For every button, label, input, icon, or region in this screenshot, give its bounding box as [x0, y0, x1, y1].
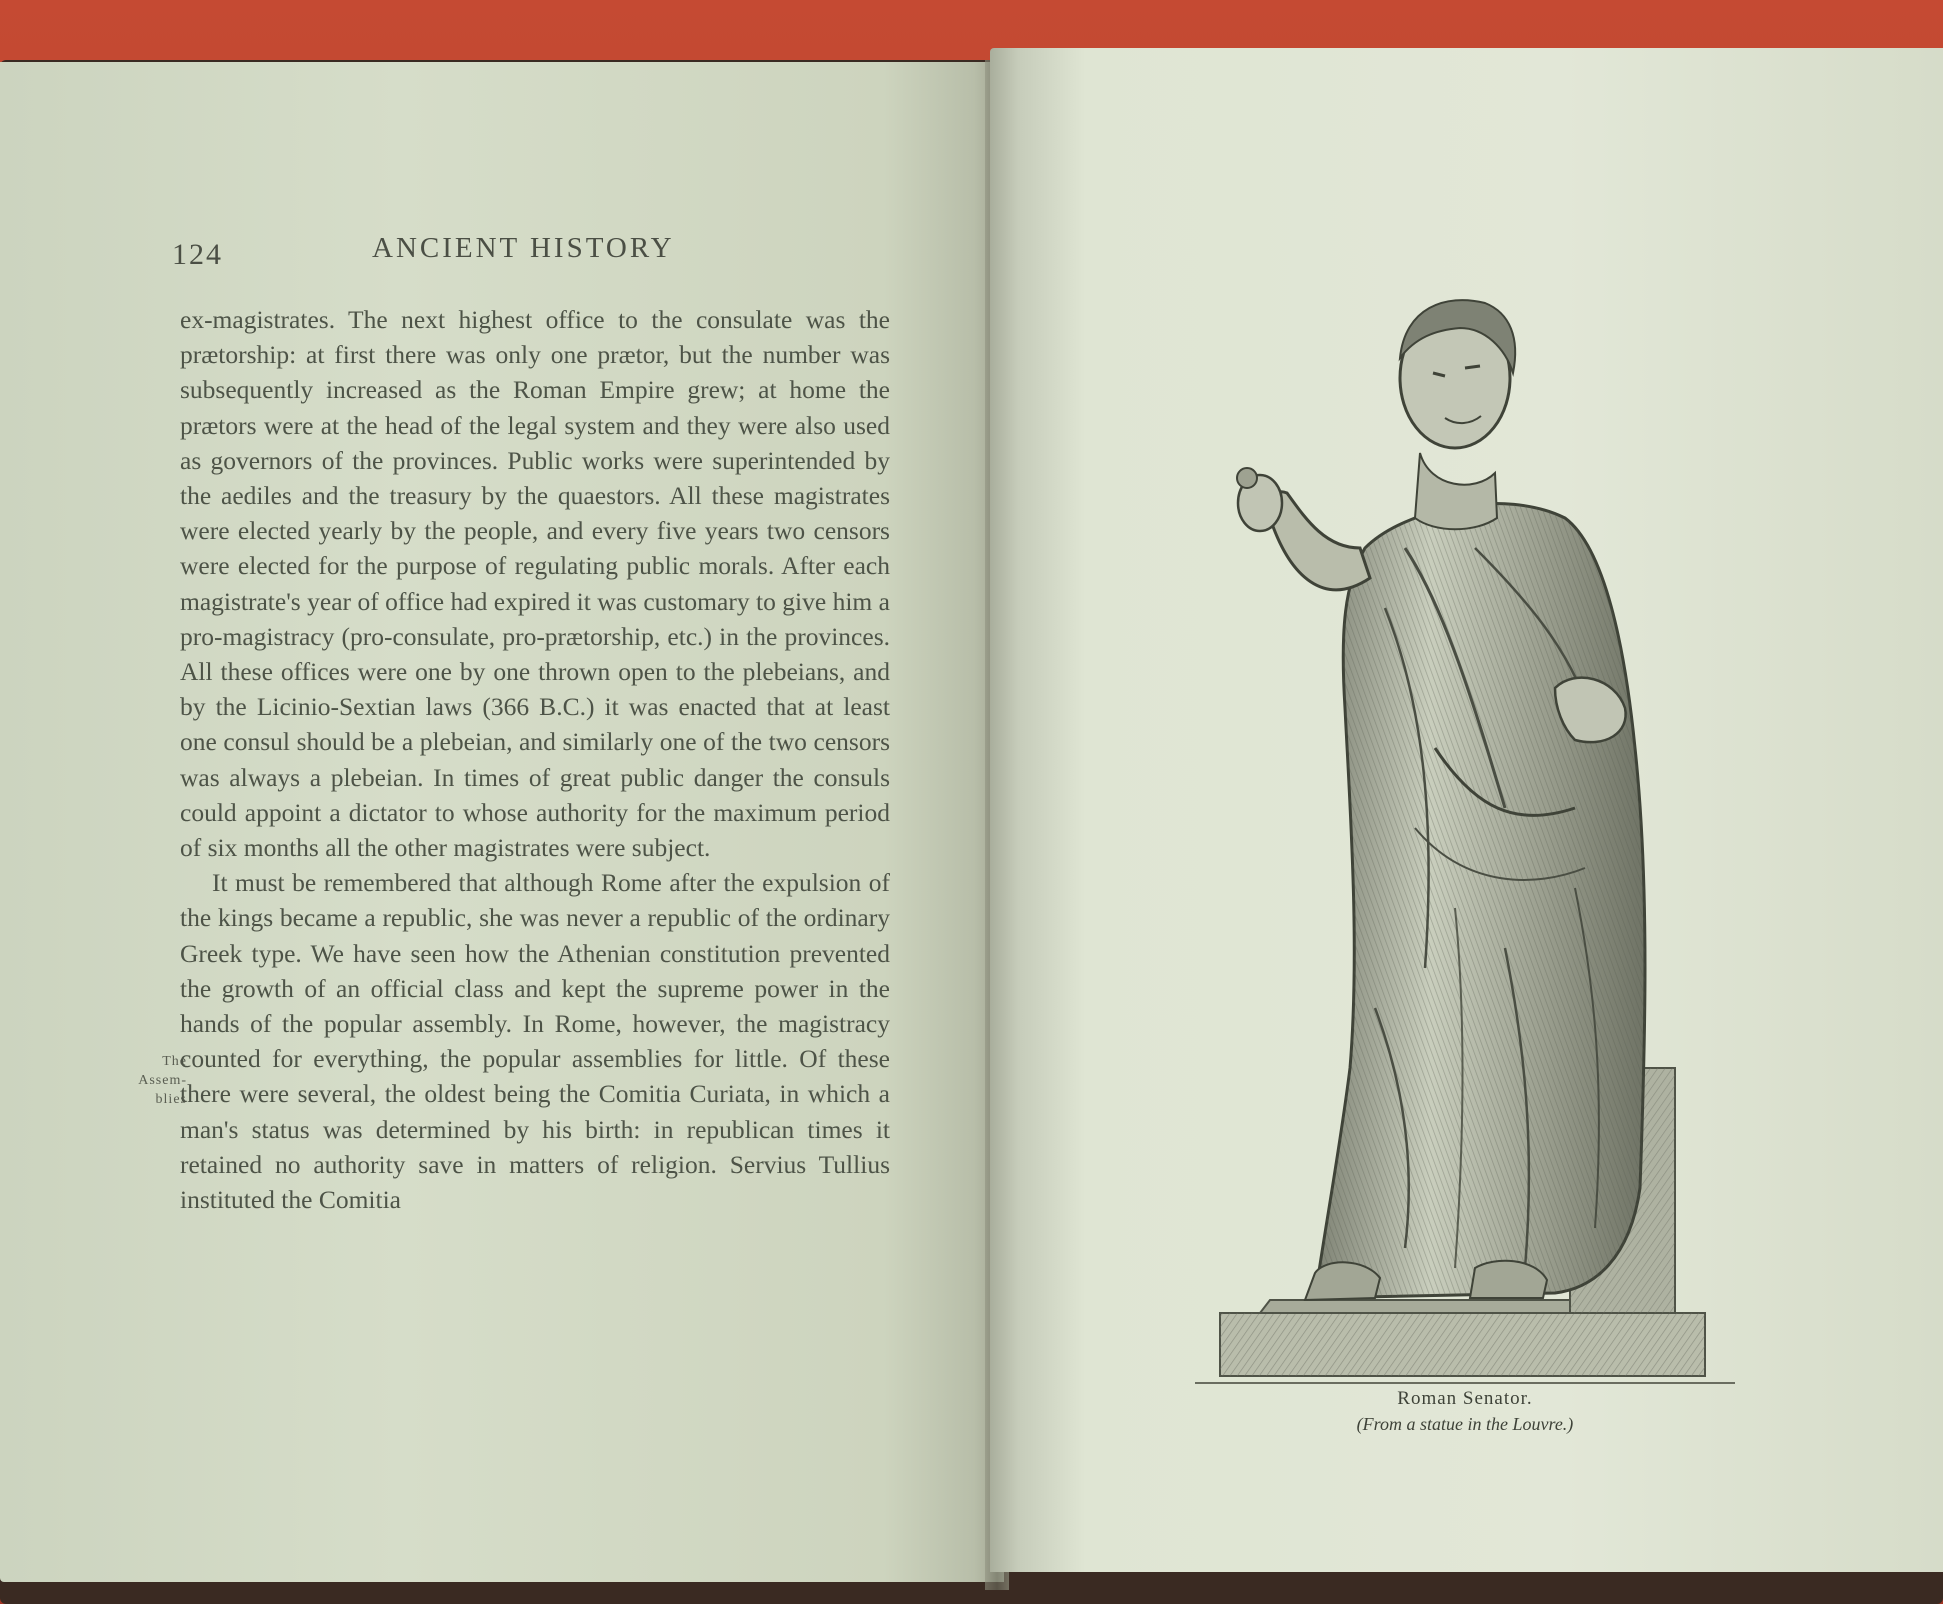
body-text: [180, 302, 890, 1217]
figure-caption: [1240, 1388, 1690, 1435]
caption-title: Roman Senator.: [1397, 1388, 1533, 1409]
running-head-title: ANCIENT HISTORY: [372, 232, 675, 264]
margin-sidenote: [112, 1052, 187, 1109]
running-head: [172, 232, 892, 276]
page-number: 124: [172, 238, 223, 271]
statue-illustration: [1175, 188, 1745, 1408]
right-page: [990, 48, 1943, 1572]
paragraph: ex-magistrates. The next highest office to the consulate was the prætorship: at first there was only one prætor, but the number was subsequently increased as the Roman Empire grew; at home the prætors were at the head of the legal system and they were also used as governors of the provinces. Public works were superintended by the aediles and the treasury by the quaestors. All these magistrates were elected yearly by the people, and every five years two censors were elected for the purpose of regulating public morals. After each magistrate's year of office had expired it was customary to give him a pro-magistracy (pro-consulate, pro-prætorship, etc.) in the provinces. All these offices were one by one thrown open to the plebeians, and by the Licinio-Sextian laws (366 B.C.) it was enacted that at least one consul should be a plebeian, and similarly one of the two censors was always a plebeian. In times of great public danger the consuls could appoint a dictator to whose authority for the maximum period of six months all the other magistrates were subject.: [180, 305, 890, 863]
paragraph: It must be remembered that although Rome after the expulsion of the kings became a republic, she was never a republic of the ordinary Greek type. We have seen how the Athenian constitution prevented the growth of an official class and kept the supreme power in the hands of the popular assembly. In Rome, however, the magistracy counted for everything, the popular assemblies for little. Of these there were several, the oldest being the Comitia Curiata, in which a man's status was determined by his birth: in republican times it retained no authority save in matters of religion. Servius Tullius instituted the Comitia: [180, 868, 890, 1215]
sidenote-line: Assem-: [138, 1073, 187, 1088]
caption-source: (From a statue in the Louvre.): [1356, 1414, 1574, 1434]
left-page: [0, 62, 1004, 1582]
sidenote-line: blies: [155, 1092, 187, 1107]
sidenote-line: The: [162, 1054, 187, 1069]
